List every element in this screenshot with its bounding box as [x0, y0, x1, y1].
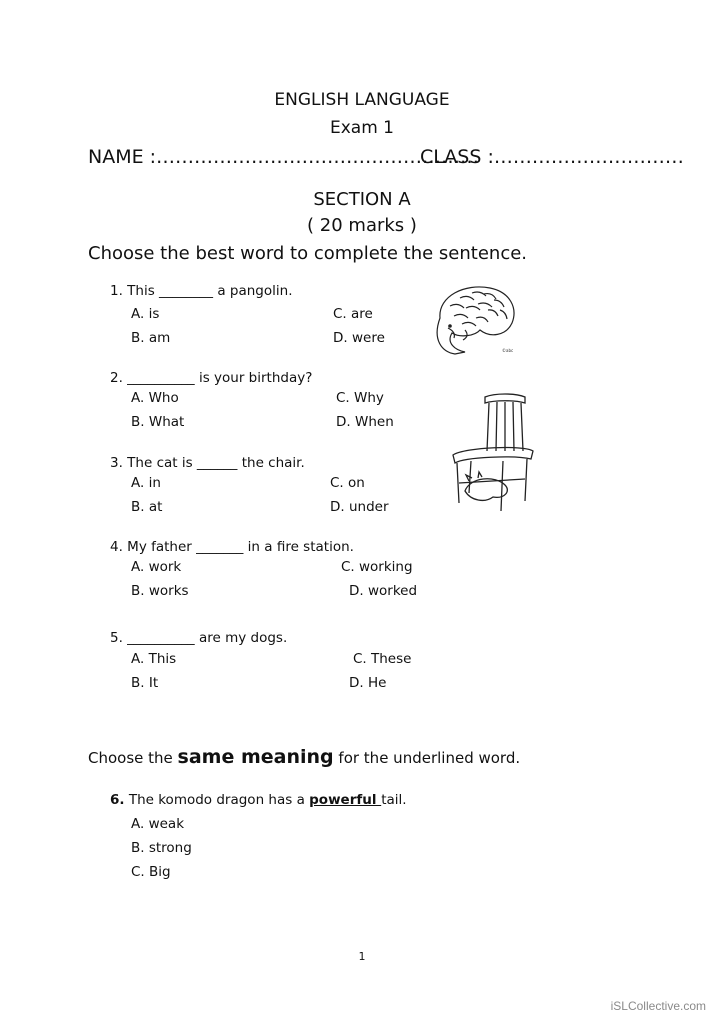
q2-option-c: C. Why [336, 390, 384, 406]
q5-option-a: A. This [131, 651, 177, 667]
section-instruction: Choose the best word to complete the sentence. [88, 243, 528, 264]
q3-option-d: D. under [330, 499, 389, 515]
pangolin-caption: ©abc [502, 348, 514, 353]
instr-post: for the underlined word. [333, 749, 521, 767]
q3-option-a: A. in [131, 475, 161, 491]
page-number: 1 [358, 950, 366, 963]
section2-instruction [88, 746, 520, 768]
q1-option-c: C. are [333, 306, 373, 322]
instr-bold: same meaning [177, 746, 334, 768]
q5-option-b: B. It [131, 675, 159, 691]
question-4: 4. My father _______ in a fire station. [110, 539, 354, 555]
instr-pre: Choose the [88, 749, 178, 767]
q2-option-a: A. Who [131, 390, 179, 406]
q4-option-b: B. works [131, 583, 189, 599]
question-5: 5. __________ are my dogs. [110, 630, 288, 646]
page-title: ENGLISH LANGUAGE [274, 90, 450, 110]
q5-option-d: D. He [349, 675, 387, 691]
question-1: 1. This ________ a pangolin. [110, 283, 293, 299]
q3-option-b: B. at [131, 499, 163, 515]
q1-option-a: A. is [131, 306, 160, 322]
q6-number: 6. [110, 792, 125, 808]
q5-option-c: C. These [353, 651, 412, 667]
q6-pre: The komodo dragon has a [124, 792, 310, 808]
name-field: NAME :…………………………………………… [88, 146, 480, 168]
q2-option-d: D. When [336, 414, 394, 430]
q6-option-b: B. strong [131, 840, 192, 856]
chair-icon [453, 394, 533, 511]
q1-option-d: D. were [333, 330, 385, 346]
chair-image [445, 393, 535, 515]
question-2: 2. __________ is your birthday? [110, 370, 313, 386]
class-field: CLASS :………………………… [420, 146, 684, 168]
q2-option-b: B. What [131, 414, 185, 430]
q1-option-b: B. am [131, 330, 171, 346]
q6-underlined-word: powerful [309, 792, 382, 808]
pangolin-image [420, 278, 520, 358]
pangolin-icon [437, 287, 514, 354]
watermark: iSLCollective.com [610, 999, 706, 1013]
section-marks: ( 20 marks ) [307, 215, 417, 236]
q3-option-c: C. on [330, 475, 365, 491]
question-3: 3. The cat is ______ the chair. [110, 455, 305, 471]
q4-option-a: A. work [131, 559, 182, 575]
exam-subtitle: Exam 1 [330, 118, 394, 138]
section-title: SECTION A [313, 189, 411, 210]
q4-option-d: D. worked [349, 583, 418, 599]
q4-option-c: C. working [341, 559, 413, 575]
q6-option-c: C. Big [131, 864, 171, 880]
q6-option-a: A. weak [131, 816, 185, 832]
question-6 [110, 792, 407, 808]
q6-post: tail. [381, 792, 407, 808]
